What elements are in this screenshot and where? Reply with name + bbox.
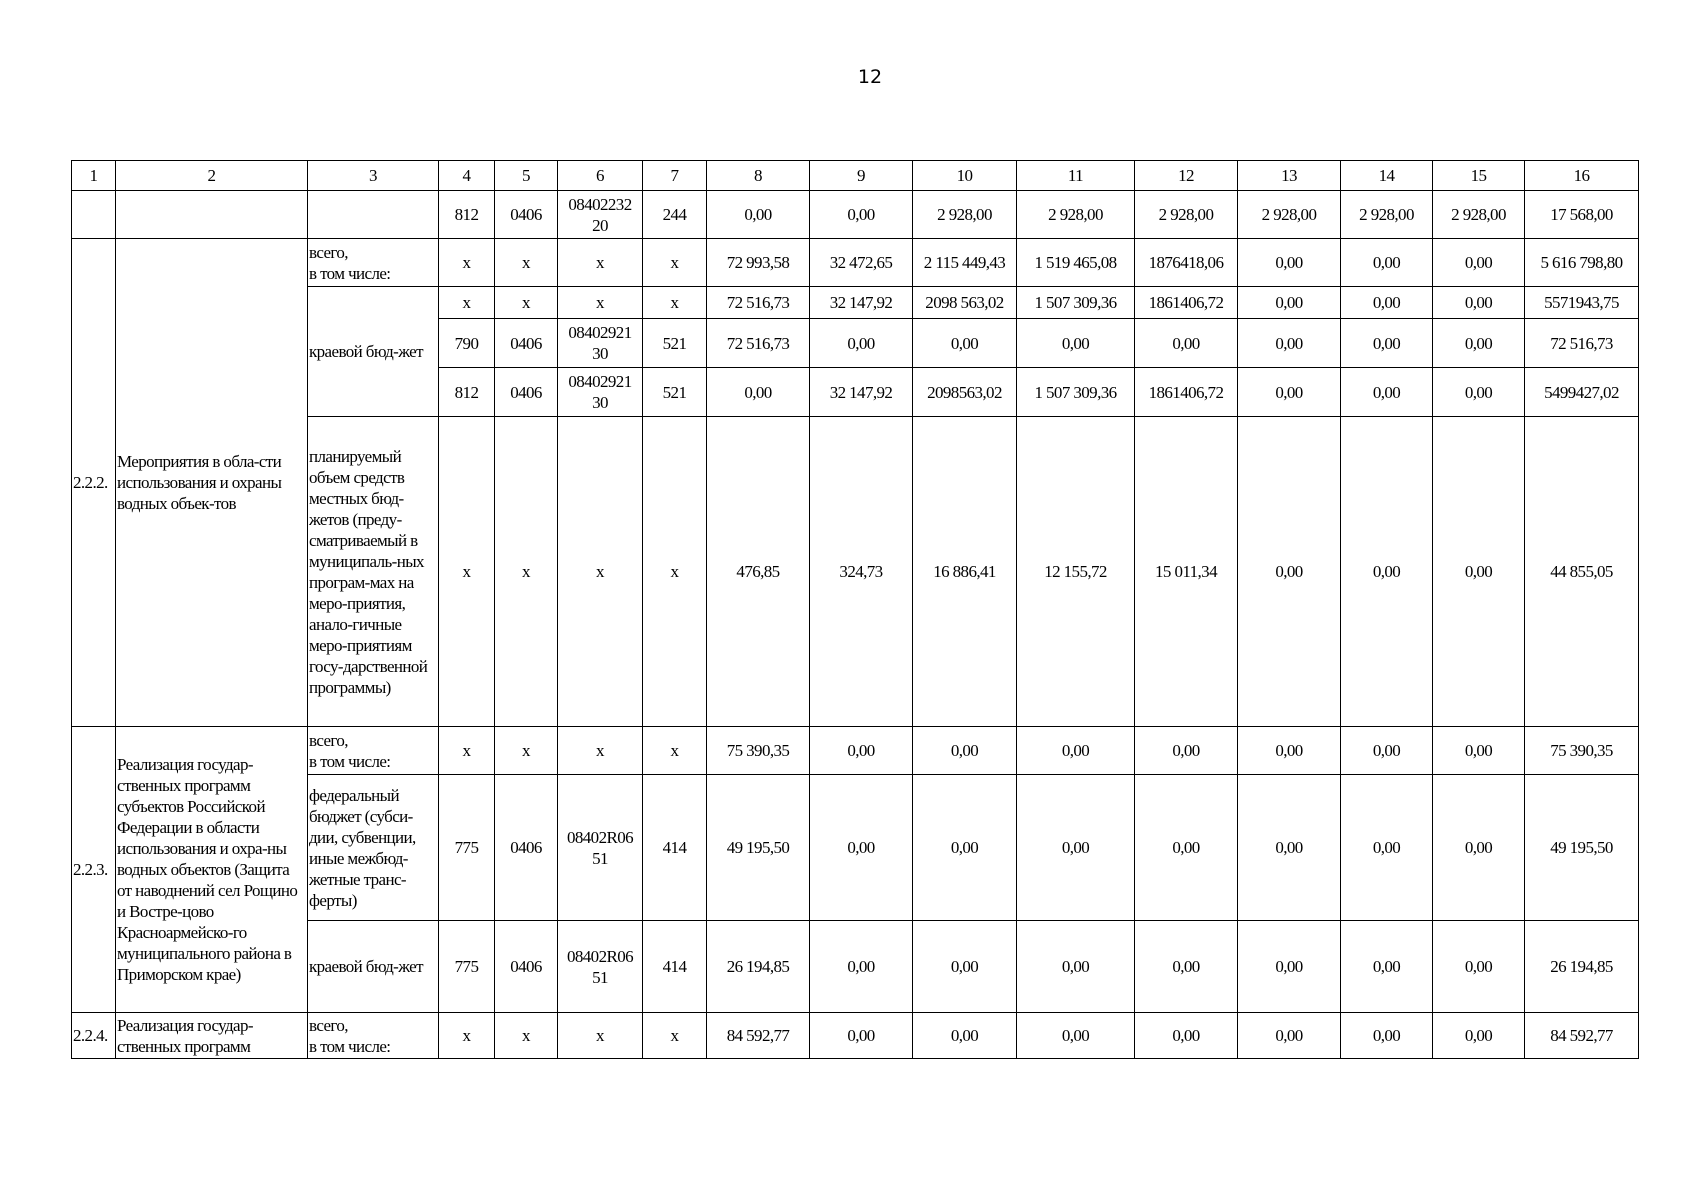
measure-name: Реализация государ-ственных программ bbox=[116, 1013, 308, 1059]
table-cell: 0406 bbox=[495, 368, 558, 417]
code-part: 30 bbox=[592, 344, 608, 363]
table-cell: 0,00 bbox=[810, 1013, 913, 1059]
table-cell: 790 bbox=[439, 319, 495, 368]
table-cell: 0,00 bbox=[1341, 727, 1433, 775]
table-cell: 49 195,50 bbox=[1525, 775, 1639, 921]
code-part: 08402232 bbox=[568, 194, 632, 214]
table-cell bbox=[558, 775, 643, 921]
table-cell: 0,00 bbox=[1238, 319, 1341, 368]
table-cell: 16 886,41 bbox=[913, 417, 1017, 727]
table-cell: x bbox=[495, 727, 558, 775]
table-cell: 0,00 bbox=[1017, 921, 1135, 1013]
source-label-line: в том числе: bbox=[309, 751, 391, 771]
header-cell: 8 bbox=[707, 161, 810, 191]
table-cell: 2098 563,02 bbox=[913, 287, 1017, 319]
table-cell bbox=[558, 191, 643, 239]
header-cell: 10 bbox=[913, 161, 1017, 191]
table-cell: 72 993,58 bbox=[707, 239, 810, 287]
header-cell: 14 bbox=[1341, 161, 1433, 191]
table-cell: 0,00 bbox=[1433, 239, 1525, 287]
source-label-line: в том числе: bbox=[309, 1036, 391, 1056]
row-number: 2.2.4. bbox=[72, 1013, 116, 1059]
table-cell: 0,00 bbox=[1341, 775, 1433, 921]
table-row bbox=[72, 239, 1639, 287]
table-cell: 0,00 bbox=[707, 368, 810, 417]
table-cell: 324,73 bbox=[810, 417, 913, 727]
table-cell: 244 bbox=[643, 191, 707, 239]
table-cell: 17 568,00 bbox=[1525, 191, 1639, 239]
table-cell: 775 bbox=[439, 775, 495, 921]
table-cell: 5571943,75 bbox=[1525, 287, 1639, 319]
table-cell: 0,00 bbox=[913, 1013, 1017, 1059]
code-part: 51 bbox=[592, 848, 608, 868]
source-label: краевой бюд-жет bbox=[308, 921, 439, 1013]
table-cell: 0,00 bbox=[1017, 319, 1135, 368]
table-cell: 0,00 bbox=[1135, 775, 1238, 921]
code-part: 08402921 bbox=[568, 323, 632, 342]
table-cell bbox=[558, 319, 643, 368]
table-cell: 2098563,02 bbox=[913, 368, 1017, 417]
empty-cell bbox=[308, 191, 439, 239]
table-cell: 0406 bbox=[495, 921, 558, 1013]
table-cell: 26 194,85 bbox=[1525, 921, 1639, 1013]
header-row bbox=[72, 161, 1639, 191]
header-cell: 1 bbox=[72, 161, 116, 191]
table-cell: 2 928,00 bbox=[913, 191, 1017, 239]
table-cell: 0,00 bbox=[1238, 368, 1341, 417]
table-cell: 0,00 bbox=[1238, 287, 1341, 319]
table-cell: x bbox=[495, 1013, 558, 1059]
table-cell: 1861406,72 bbox=[1135, 368, 1238, 417]
table-cell: 0,00 bbox=[1433, 775, 1525, 921]
table-cell: x bbox=[643, 239, 707, 287]
code-part: 20 bbox=[592, 215, 608, 235]
table-cell: 0,00 bbox=[1238, 921, 1341, 1013]
header-cell: 6 bbox=[558, 161, 643, 191]
table-cell: 2 928,00 bbox=[1017, 191, 1135, 239]
table-cell: 0,00 bbox=[1238, 727, 1341, 775]
header-cell: 15 bbox=[1433, 161, 1525, 191]
table-cell: x bbox=[558, 417, 643, 727]
table-cell: 0,00 bbox=[1238, 775, 1341, 921]
source-label-line: в том числе: bbox=[309, 263, 391, 283]
table-cell: x bbox=[643, 1013, 707, 1059]
code-part: 08402R06 bbox=[566, 946, 634, 966]
table-cell: 2 928,00 bbox=[1341, 191, 1433, 239]
table-cell: 0,00 bbox=[913, 319, 1017, 368]
table-cell: 0,00 bbox=[1341, 921, 1433, 1013]
table-row bbox=[72, 191, 1639, 239]
table-cell: 414 bbox=[643, 775, 707, 921]
table-cell: 15 011,34 bbox=[1135, 417, 1238, 727]
table-cell: 0,00 bbox=[1341, 287, 1433, 319]
table-cell: 521 bbox=[643, 319, 707, 368]
source-label: планируемый объем средств местных бюд-жетов (преду-сматриваемый в муниципаль-ных програм-мах на меро-приятия, анало-гичные меро-приятиям госу-дарственной программы) bbox=[308, 417, 439, 727]
table-cell: 5 616 798,80 bbox=[1525, 239, 1639, 287]
header-cell: 7 bbox=[643, 161, 707, 191]
table-cell: x bbox=[439, 727, 495, 775]
code-part: 51 bbox=[592, 967, 608, 987]
table-cell: 1876418,06 bbox=[1135, 239, 1238, 287]
table-cell bbox=[558, 921, 643, 1013]
table-cell: 0,00 bbox=[1433, 417, 1525, 727]
header-cell: 5 bbox=[495, 161, 558, 191]
table-cell: x bbox=[495, 287, 558, 319]
table-cell: 0,00 bbox=[810, 191, 913, 239]
header-cell: 16 bbox=[1525, 161, 1639, 191]
table-cell: 0,00 bbox=[1341, 239, 1433, 287]
table-cell: 12 155,72 bbox=[1017, 417, 1135, 727]
table-cell: 0,00 bbox=[1135, 319, 1238, 368]
table-cell: 2 928,00 bbox=[1238, 191, 1341, 239]
table-cell: 2 928,00 bbox=[1433, 191, 1525, 239]
table-cell: 1 519 465,08 bbox=[1017, 239, 1135, 287]
source-label: федеральный бюджет (субси-дии, субвенции, иные межбюд-жетные транс-ферты) bbox=[308, 775, 439, 921]
table-cell: x bbox=[439, 287, 495, 319]
table-cell: x bbox=[558, 1013, 643, 1059]
table-cell: 84 592,77 bbox=[1525, 1013, 1639, 1059]
table-cell: 26 194,85 bbox=[707, 921, 810, 1013]
table-cell: 414 bbox=[643, 921, 707, 1013]
table-cell: 2 928,00 bbox=[1135, 191, 1238, 239]
table-cell: x bbox=[495, 417, 558, 727]
table-cell: 0,00 bbox=[810, 727, 913, 775]
table-cell: 32 472,65 bbox=[810, 239, 913, 287]
header-cell: 4 bbox=[439, 161, 495, 191]
table-cell: 521 bbox=[643, 368, 707, 417]
table-cell: 0,00 bbox=[1017, 1013, 1135, 1059]
table-cell: 0,00 bbox=[1433, 319, 1525, 368]
table-cell: 44 855,05 bbox=[1525, 417, 1639, 727]
source-label bbox=[308, 1013, 439, 1059]
table-cell: 0,00 bbox=[1433, 368, 1525, 417]
source-label-line: всего, bbox=[309, 730, 348, 750]
table-cell: 0,00 bbox=[1135, 1013, 1238, 1059]
table-cell: x bbox=[495, 239, 558, 287]
table-cell: 0,00 bbox=[1238, 239, 1341, 287]
empty-cell bbox=[116, 191, 308, 239]
empty-cell bbox=[72, 191, 116, 239]
table-cell: 0,00 bbox=[707, 191, 810, 239]
table-cell: 2 115 449,43 bbox=[913, 239, 1017, 287]
table-cell: 0,00 bbox=[913, 727, 1017, 775]
table-cell bbox=[558, 368, 643, 417]
table-cell: 0,00 bbox=[1135, 921, 1238, 1013]
table-cell: 75 390,35 bbox=[1525, 727, 1639, 775]
table-cell: 0,00 bbox=[1238, 417, 1341, 727]
table-row bbox=[72, 287, 1639, 319]
table-cell: 476,85 bbox=[707, 417, 810, 727]
table-cell: 812 bbox=[439, 191, 495, 239]
source-label-line: всего, bbox=[309, 242, 348, 262]
measure-name: Мероприятия в обла-сти использования и охраны водных объек-тов bbox=[116, 239, 308, 727]
table-cell: 0,00 bbox=[1135, 727, 1238, 775]
table-cell: 84 592,77 bbox=[707, 1013, 810, 1059]
table-cell: 0,00 bbox=[1433, 1013, 1525, 1059]
header-cell: 9 bbox=[810, 161, 913, 191]
header-cell: 3 bbox=[308, 161, 439, 191]
header-cell: 11 bbox=[1017, 161, 1135, 191]
table-cell: 32 147,92 bbox=[810, 368, 913, 417]
budget-table bbox=[71, 160, 1639, 1059]
table-cell: x bbox=[643, 727, 707, 775]
table-cell: 75 390,35 bbox=[707, 727, 810, 775]
header-cell: 2 bbox=[116, 161, 308, 191]
table-cell: 0,00 bbox=[1017, 727, 1135, 775]
table-cell: 775 bbox=[439, 921, 495, 1013]
row-number: 2.2.2. bbox=[72, 239, 116, 727]
row-number: 2.2.3. bbox=[72, 727, 116, 1013]
table-cell: 0,00 bbox=[1433, 287, 1525, 319]
table-cell: x bbox=[643, 287, 707, 319]
source-label bbox=[308, 727, 439, 775]
table-cell: 0,00 bbox=[913, 775, 1017, 921]
table-cell: 1861406,72 bbox=[1135, 287, 1238, 319]
header-cell: 12 bbox=[1135, 161, 1238, 191]
table-cell: x bbox=[558, 287, 643, 319]
table-cell: 0,00 bbox=[810, 775, 913, 921]
table-cell: x bbox=[439, 1013, 495, 1059]
table-row bbox=[72, 1013, 1639, 1059]
table-cell: 72 516,73 bbox=[1525, 319, 1639, 368]
page-number: 12 bbox=[857, 66, 883, 88]
table-cell: 1 507 309,36 bbox=[1017, 287, 1135, 319]
table-row bbox=[72, 417, 1639, 727]
table-cell: 0,00 bbox=[1341, 368, 1433, 417]
table-cell: 0406 bbox=[495, 319, 558, 368]
table-cell: x bbox=[558, 727, 643, 775]
code-part: 08402921 bbox=[568, 372, 632, 391]
table-row bbox=[72, 775, 1639, 921]
code-part: 08402R06 bbox=[566, 827, 634, 847]
measure-name: Реализация государ-ственных программ субъектов Российской Федерации в области использования и охра-ны водных объектов (Защита от наводнений сел Рощино и Востре-цово Красноармейско-го муниципального района в Приморском крае) bbox=[116, 727, 308, 1013]
table-cell: 0,00 bbox=[1341, 1013, 1433, 1059]
table-row bbox=[72, 727, 1639, 775]
table-cell: x bbox=[439, 239, 495, 287]
table-cell: 0,00 bbox=[1341, 417, 1433, 727]
table-cell: 0406 bbox=[495, 191, 558, 239]
table-cell: 0,00 bbox=[1017, 775, 1135, 921]
table-cell: x bbox=[643, 417, 707, 727]
table-cell: 32 147,92 bbox=[810, 287, 913, 319]
source-label-line: всего, bbox=[309, 1015, 348, 1035]
table-cell: 5499427,02 bbox=[1525, 368, 1639, 417]
table-cell: 0,00 bbox=[810, 921, 913, 1013]
table-cell: x bbox=[558, 239, 643, 287]
table-row bbox=[72, 921, 1639, 1013]
header-cell: 13 bbox=[1238, 161, 1341, 191]
table-cell: x bbox=[439, 417, 495, 727]
table-cell: 812 bbox=[439, 368, 495, 417]
source-label bbox=[308, 239, 439, 287]
table-cell: 0,00 bbox=[1341, 319, 1433, 368]
table-cell: 1 507 309,36 bbox=[1017, 368, 1135, 417]
table-cell: 0,00 bbox=[1433, 727, 1525, 775]
table-cell: 0406 bbox=[495, 775, 558, 921]
table-cell: 49 195,50 bbox=[707, 775, 810, 921]
table-cell: 0,00 bbox=[1238, 1013, 1341, 1059]
table-cell: 0,00 bbox=[913, 921, 1017, 1013]
table-cell: 72 516,73 bbox=[707, 287, 810, 319]
table-cell: 72 516,73 bbox=[707, 319, 810, 368]
table-cell: 0,00 bbox=[1433, 921, 1525, 1013]
source-label: краевой бюд-жет bbox=[308, 287, 439, 417]
table-cell: 0,00 bbox=[810, 319, 913, 368]
code-part: 30 bbox=[592, 393, 608, 412]
